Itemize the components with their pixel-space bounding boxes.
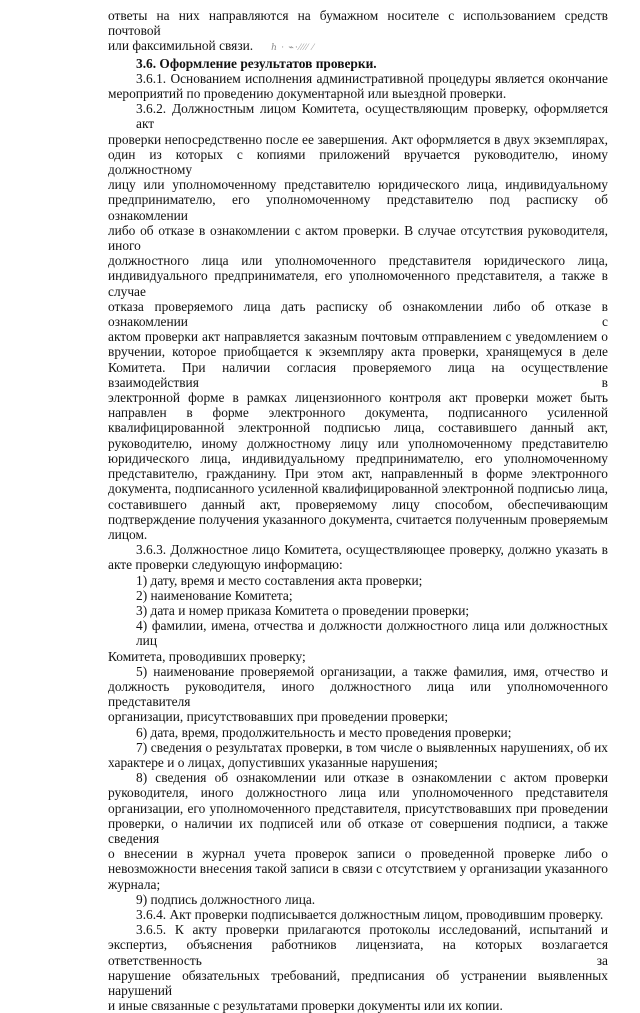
text-line: 3.6.4. Акт проверки подписывается должностным лицом, проводившим проверку. <box>136 906 604 922</box>
text-line: руководителю, иному должностному лицу или уполномоченному представителю <box>108 435 608 451</box>
text-line: нарушение обязательных требований, предписания об устранении выявленных нарушений <box>108 967 608 998</box>
text-line: вручении, которое приобщается к экземпляру акта проверки, хранящемуся в деле <box>108 344 608 360</box>
text-line: либо об отказе в ознакомлении с актом проверки. В случае отсутствия руководителя, иного <box>108 222 608 254</box>
text-line: организации, его уполномоченного представителя, присутствовавших при проведении <box>108 800 608 816</box>
text-line: невозможности внесения такой записи в связи с отсутствием у организации указанного <box>108 861 608 877</box>
document-body <box>108 8 608 1013</box>
text-line: организации, присутствовавших при проведении проверки; <box>108 709 449 725</box>
text-line: 4) фамилии, имена, отчества и должности должностного лица или должностных лиц <box>136 618 608 649</box>
text-line: 2) наименование Комитета; <box>136 587 293 603</box>
text-line: акте проверки следующую информацию: <box>108 557 343 573</box>
text-line: Комитета. При наличии согласия проверяемого лица на осуществление взаимодействия в <box>108 359 608 390</box>
text-line: 3.6.1. Основанием исполнения административной процедуры является окончание <box>136 70 608 86</box>
text-line: актом проверки акт направляется заказным почтовым отправлением с уведомлением о <box>108 329 608 345</box>
text-line: проверки, о наличии их подписей или об отказе от совершения подписи, а также сведения <box>108 815 608 846</box>
text-line: направлен в форме электронного документа, подписанного усиленной <box>108 405 608 421</box>
intro-line-1: ответы на них направляются на бумажном носителе с использованием средств почтовой <box>108 8 608 39</box>
text-line: предпринимателю, его уполномоченному представителю под расписку об ознакомлении <box>108 192 608 223</box>
intro-line-2 <box>108 38 608 55</box>
text-line: представителю, гражданину. При этом акт, направленный в форме электронного <box>108 466 608 482</box>
text-line: 3.6.2. Должностным лицом Комитета, осуществляющим проверку, оформляется акт <box>136 101 608 132</box>
text-line: 3) дата и номер приказа Комитета о проведении проверки; <box>136 602 470 618</box>
text-line: 9) подпись должностного лица. <box>136 891 316 907</box>
text-line: квалифицированной электронной подписью лица, составившего данный акт, <box>108 420 608 436</box>
text-line: и иные связанные с результатами проверки документы или их копии. <box>108 998 503 1013</box>
text-line: характере и о лицах, допустивших указанные нарушения; <box>108 754 438 770</box>
text-line: документа, подписанного усиленной квалифицированной электронной подписью лица, <box>108 481 608 497</box>
text-line: лицом. <box>108 526 148 542</box>
text-line: 3.6.3. Должностное лицо Комитета, осуществляющее проверку, должно указать в <box>136 542 608 558</box>
text-line: 6) дата, время, продолжительность и место проведения проверки; <box>136 724 512 740</box>
section-heading: 3.6. Оформление результатов проверки. <box>136 55 377 71</box>
text-line: 5) наименование проверяемой организации, а также фамилия, имя, отчество и <box>136 663 608 679</box>
scan-noise: ℎ · ⌁·⁄⁄⁄⁄ ⁄ <box>271 42 315 53</box>
text-line: отказа проверяемого лица дать расписку об ознакомлении либо об отказе в ознакомлении с <box>108 298 608 330</box>
text-line: должность руководителя, иного должностного лица или уполномоченного представителя <box>108 678 608 710</box>
text-line: должностного лица или уполномоченного представителя юридического лица, <box>108 253 608 269</box>
text-line: составившего данный акт, проверяемому лицу способом, обеспечивающим <box>108 496 608 512</box>
text-line: проверки непосредственно после ее завершения. Акт оформляется в двух экземплярах, <box>108 131 608 147</box>
text-line: журнала; <box>108 876 161 892</box>
text-line: лицу или уполномоченному представителю юридического лица, индивидуальному <box>108 177 608 193</box>
text-line: юридического лица, индивидуальному предпринимателю, его уполномоченному <box>108 450 608 466</box>
intro-line-2-text: или факсимильной связи. <box>108 38 254 54</box>
text-line: 3.6.5. К акту проверки прилагаются протоколы исследований, испытаний и <box>136 922 608 938</box>
text-line: подтверждение получения указанного документа, считается полученным проверяемым <box>108 511 608 527</box>
text-line: экспертиз, объяснения работников лицензиата, на которых возлагается ответственность за <box>108 937 608 968</box>
text-line: один из которых с копиями приложений вручается руководителю, иному должностному <box>108 146 608 178</box>
paragraph-lines <box>108 71 608 1013</box>
text-line: электронной форме в рамках лицензионного контроля акт проверки может быть <box>108 390 608 406</box>
text-line: руководителя, иного должностного лица или уполномоченного представителя <box>108 785 608 801</box>
text-line: 1) дату, время и место составления акта проверки; <box>136 572 423 588</box>
text-line: мероприятий по проведению документарной или выездной проверки. <box>108 86 507 102</box>
text-line: индивидуального предпринимателя, его уполномоченного представителя, а также в случае <box>108 268 608 299</box>
text-line: о внесении в журнал учета проверок записи о проведенной проверке либо о <box>108 846 608 862</box>
text-line: Комитета, проводивших проверку; <box>108 648 306 664</box>
text-line: 7) сведения о результатах проверки, в том числе о выявленных нарушениях, об их <box>136 739 608 755</box>
text-line: 8) сведения об ознакомлении или отказе в ознакомлении с актом проверки <box>136 770 608 786</box>
